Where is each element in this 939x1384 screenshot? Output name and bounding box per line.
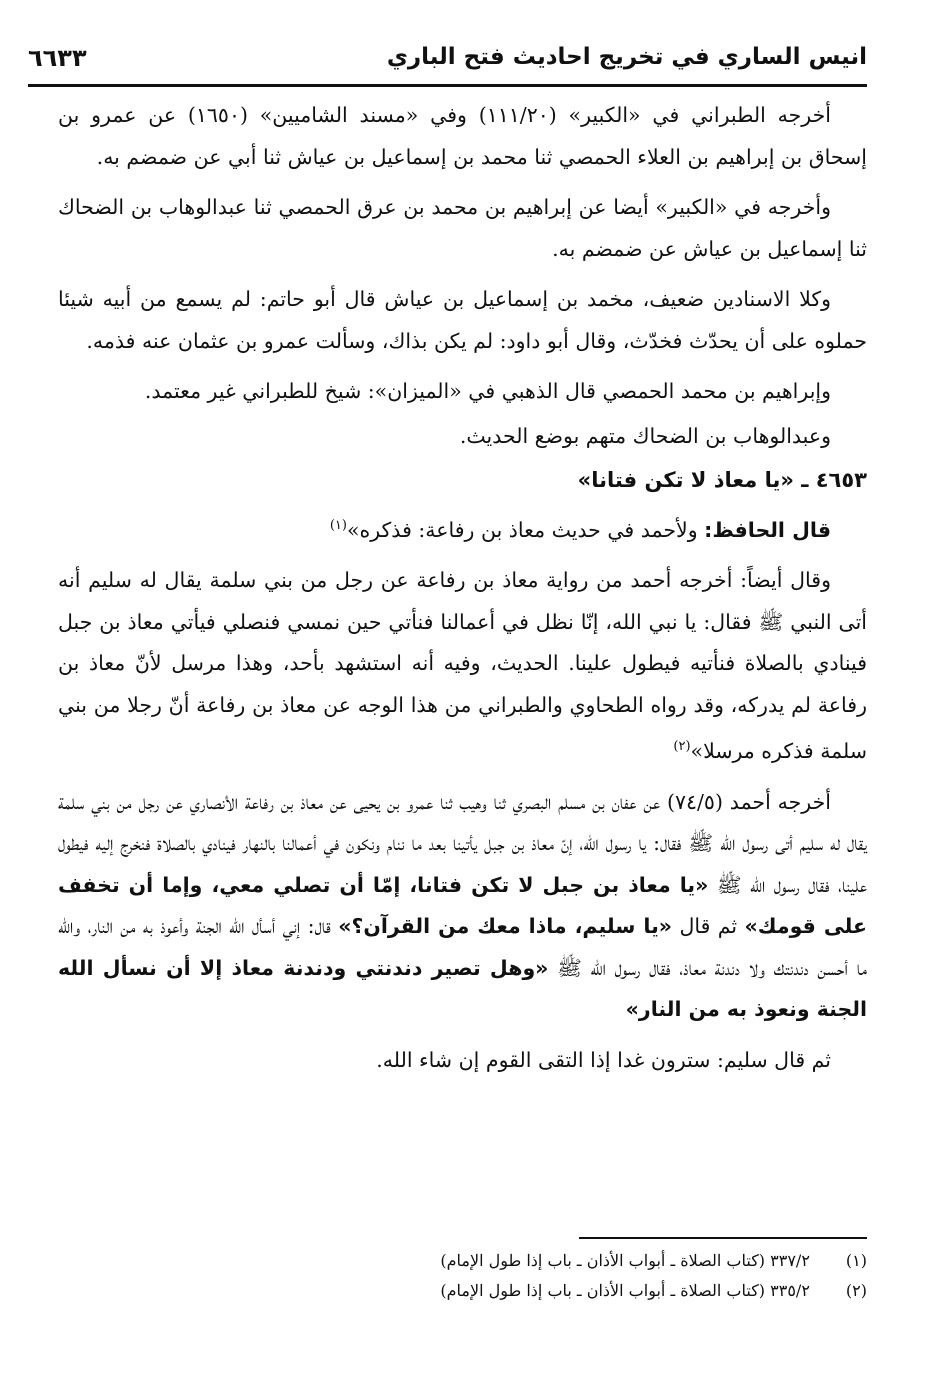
footnote-text: ٣٣٧/٢ (كتاب الصلاة ـ أبواب الأذان ـ باب إذا طول الإمام): [440, 1251, 810, 1270]
footnote-number: (١): [845, 1251, 867, 1270]
hadith-heading: ٤٦٥٣ ـ «يا معاذ لا تكن فتانا»: [577, 468, 867, 492]
paragraph-hafiz: [58, 505, 867, 551]
ahmad-quote-3: «وهل تصير دندنتي ودندنة معاذ إلا أن نسأل الله الجنة ونعوذ به من النار»: [58, 955, 867, 1022]
footnote-ref-1: (١): [329, 518, 347, 533]
footnote-1: [58, 1246, 867, 1276]
footnote-number: (٢): [845, 1281, 867, 1300]
ahmad-quote-2: «يا سليم، ماذا معك من القرآن؟»: [338, 914, 673, 939]
page-number: ٦٦٣٣: [28, 44, 87, 72]
paragraph-abdulwahhab: وعبدالوهاب بن الضحاك متهم بوضع الحديث.: [459, 423, 831, 448]
paragraph-kabir: وأخرجه في «الكبير» أيضا عن إبراهيم بن محمد بن عرق الحمصي ثنا عبدالوهاب بن الضحاك ثنا إسماعيل بن عياش عن ضمضم به.: [58, 195, 867, 261]
header-rule: [28, 84, 867, 87]
paragraph-also: [58, 560, 867, 772]
paragraph-tabarani: أخرجه الطبراني في «الكبير» (١١١/٢٠) وفي «مسند الشاميين» (١٦٥٠) عن عمرو بن إسحاق بن إبراهيم بن العلاء الحمصي ثنا محمد بن إسماعيل بن عياش ثنا أبي عن ضمضم به.: [58, 103, 867, 169]
hafiz-lead: قال الحافظ:: [704, 517, 831, 542]
ahmad-text-3: قال: إني أسأل الله الجنة وأعوذ به من النار، والله ما أحسن دندنتك ولا دندنة معاذ، فقال رسول الله ﷺ: [58, 914, 867, 980]
footnote-rule: [579, 1237, 867, 1239]
footnotes: [58, 1246, 867, 1306]
paragraph-closing: ثم قال سليم: سترون غدا إذا التقى القوم إن شاء الله.: [376, 1047, 831, 1072]
footnote-2: [58, 1276, 867, 1306]
paragraph-ibrahim: وإبراهيم بن محمد الحمصي قال الذهبي في «الميزان»: شيخ للطبراني غير معتمد.: [144, 379, 831, 403]
hafiz-text: ولأحمد في حديث معاذ بن رفاعة: فذكره»: [346, 517, 698, 542]
footnote-text: ٣٣٥/٢ (كتاب الصلاة ـ أبواب الأذان ـ باب إذا طول الإمام): [440, 1281, 810, 1300]
paragraph-isnad: وكلا الاسنادين ضعيف، مخمد بن إسماعيل بن عياش قال أبو حاتم: لم يسمع من أبيه شيئا حملوه على أن يحدّث فخدّث، وقال أبو داود: لم يكن بذاك، وسألت عمرو بن عثمان عنه فذمه.: [58, 287, 867, 353]
also-text: وقال أيضاً: أخرجه أحمد من رواية معاذ بن رفاعة عن رجل من بني سلمة يقال له سليم أنه أتى النبي ﷺ فقال: يا نبي الله، إنّا نظل في أعمالنا فنأتي حين نمسي فنصلي فيأتي معاذ بن جبل فينادي بالصلاة فنأتيه فيطول علينا. الحديث، وفيه أنه استشهد بأحد، وهذا مرسل لأنّ معاذ بن رفاعة لم يدركه، وقد رواه الطحاوي والطبراني من هذا الوجه عن معاذ بن رفاعة أنّ رجلا من بني سلمة فذكره مرسلا»: [58, 568, 867, 764]
footnote-ref-2: (٢): [673, 739, 691, 755]
ahmad-text-1: أخرجه أحمد (٧٤/٥) عن عفان بن مسلم البصري ثنا وهيب ثنا عمرو بن يحيى عن معاذ بن رفاعة الأنصاري عن رجل من بني سلمة يقال له سليم أتى رسول الله ﷺ فقال: يا رسول الله، إنّ معاذ بن جبل يأتينا بعد ما ننام ونكون في أعمالنا بالنهار فينادي بالصلاة فنخرج إليه فيطول علينا، فقال رسول الله ﷺ: [58, 789, 867, 897]
running-header: [28, 38, 867, 82]
header-title: انيس الساري في تخريج احاديث فتح الباري: [386, 44, 867, 70]
paragraph-ahmad: [58, 782, 867, 1031]
ahmad-quote-1: «يا معاذ بن جبل لا تكن فتانا، إمّا أن تصلي معي، وإما أن تخفف على قومك»: [58, 872, 867, 939]
main-text: [58, 95, 867, 1090]
ahmad-text-2: ثم قال: [679, 914, 738, 939]
